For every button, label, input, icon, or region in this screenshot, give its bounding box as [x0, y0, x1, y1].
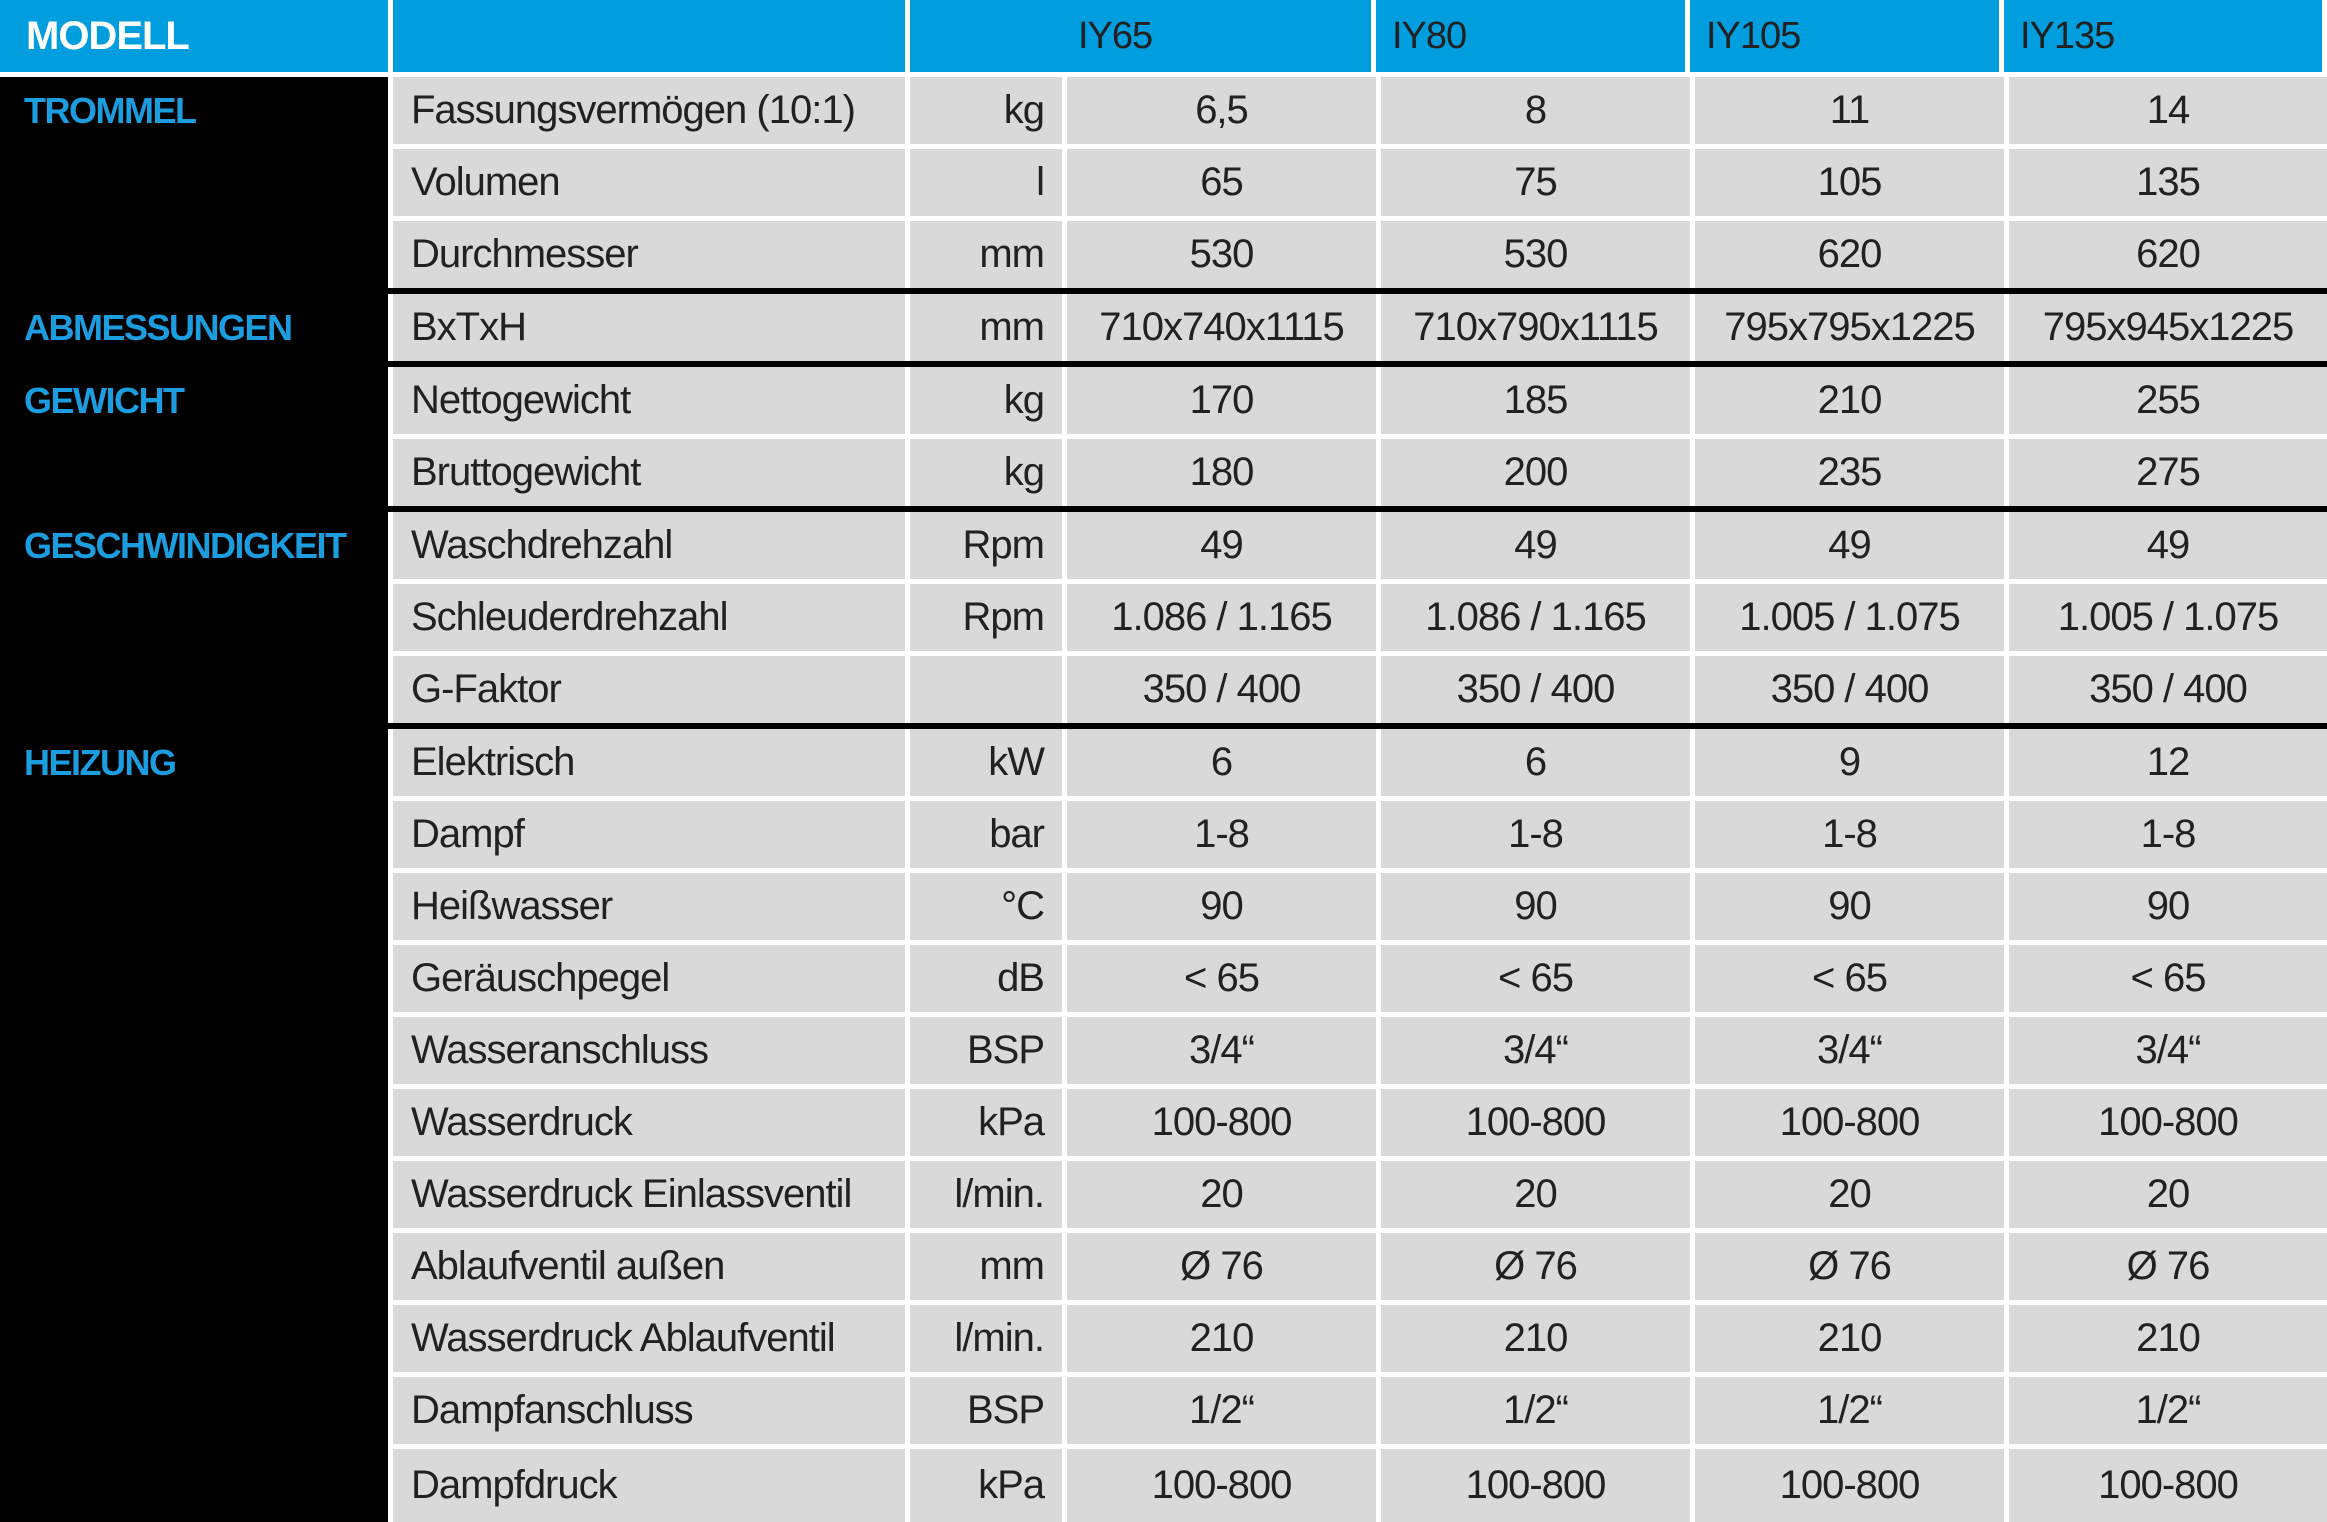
value-cell: 11 — [1695, 77, 2004, 144]
value-cell: 1-8 — [1067, 801, 1376, 868]
value-cell: Ø 76 — [1695, 1233, 2004, 1300]
table-header-row — [0, 0, 2327, 72]
value-cell: 105 — [1695, 149, 2004, 216]
value-cell: 1-8 — [2009, 801, 2327, 868]
value-cell: 530 — [1381, 221, 1690, 288]
unit-cell: BSP — [910, 1377, 1062, 1444]
header-cell-model — [2004, 0, 2322, 72]
model-name-label: IY65 — [1078, 14, 1153, 57]
value-cell: 795x795x1225 — [1695, 294, 2004, 361]
header-cell-spacer-label — [393, 0, 905, 72]
value-cell: 350 / 400 — [2009, 656, 2327, 723]
value-cell: 100-800 — [1067, 1449, 1376, 1522]
spec-row — [0, 1089, 2327, 1156]
value-cell: 20 — [1067, 1161, 1376, 1228]
value-cell: 1.086 / 1.165 — [1067, 584, 1376, 651]
value-cell: 100-800 — [1067, 1089, 1376, 1156]
unit-cell: kPa — [910, 1449, 1062, 1522]
unit-cell: bar — [910, 801, 1062, 868]
unit-cell — [910, 656, 1062, 723]
value-cell: 1/2“ — [1067, 1377, 1376, 1444]
spec-label-cell: Wasseranschluss — [393, 1017, 905, 1084]
value-cell: 350 / 400 — [1695, 656, 2004, 723]
value-cell: 255 — [2009, 367, 2327, 434]
spec-row — [0, 584, 2327, 651]
spec-row — [0, 656, 2327, 723]
value-cell: 100-800 — [2009, 1089, 2327, 1156]
spec-label-cell: Dampf — [393, 801, 905, 868]
value-cell: 710x740x1115 — [1067, 294, 1376, 361]
value-cell: Ø 76 — [2009, 1233, 2327, 1300]
section-label-cell — [0, 1017, 388, 1084]
spec-label-cell: Dampfanschluss — [393, 1377, 905, 1444]
value-cell: 90 — [2009, 873, 2327, 940]
value-cell: 1/2“ — [2009, 1377, 2327, 1444]
spec-label-cell: Dampfdruck — [393, 1449, 905, 1522]
value-cell: < 65 — [1067, 945, 1376, 1012]
model-name-label: IY80 — [1392, 14, 1467, 57]
value-cell: 135 — [2009, 149, 2327, 216]
section-label-cell — [0, 584, 388, 651]
spec-label-cell: Geräuschpegel — [393, 945, 905, 1012]
value-cell: 90 — [1381, 873, 1690, 940]
value-cell: 350 / 400 — [1381, 656, 1690, 723]
header-cell-model-label — [0, 0, 388, 72]
unit-cell: kg — [910, 77, 1062, 144]
value-cell: 530 — [1067, 221, 1376, 288]
section-label-cell — [0, 1233, 388, 1300]
spec-row — [0, 149, 2327, 216]
value-cell: 200 — [1381, 439, 1690, 506]
value-cell: 8 — [1381, 77, 1690, 144]
section-label-cell — [0, 512, 388, 579]
model-name-label: IY105 — [1706, 14, 1801, 57]
value-cell: 210 — [1695, 367, 2004, 434]
value-cell: 100-800 — [1695, 1089, 2004, 1156]
value-cell: 20 — [1695, 1161, 2004, 1228]
header-cell-model — [1376, 0, 1685, 72]
model-name-label: IY135 — [2020, 14, 2115, 57]
value-cell: 1.086 / 1.165 — [1381, 584, 1690, 651]
value-cell: 9 — [1695, 729, 2004, 796]
spec-row — [0, 439, 2327, 506]
unit-cell: kPa — [910, 1089, 1062, 1156]
spec-label-cell: Elektrisch — [393, 729, 905, 796]
spec-row — [0, 1377, 2327, 1444]
unit-cell: l — [910, 149, 1062, 216]
value-cell: 620 — [1695, 221, 2004, 288]
spec-label-cell: Nettogewicht — [393, 367, 905, 434]
spec-label-cell: Wasserdruck Einlassventil — [393, 1161, 905, 1228]
value-cell: 185 — [1381, 367, 1690, 434]
spec-row — [0, 873, 2327, 940]
section-label-cell — [0, 439, 388, 506]
spec-label-cell: Volumen — [393, 149, 905, 216]
value-cell: 1-8 — [1695, 801, 2004, 868]
spec-row — [0, 221, 2327, 288]
section-label: TROMMEL — [24, 89, 196, 131]
header-cell-model — [1690, 0, 1999, 72]
value-cell: 100-800 — [1695, 1449, 2004, 1522]
spec-label-cell: Wasserdruck — [393, 1089, 905, 1156]
value-cell: 3/4“ — [2009, 1017, 2327, 1084]
value-cell: 49 — [2009, 512, 2327, 579]
section-label: GEWICHT — [24, 379, 184, 421]
value-cell: 49 — [1067, 512, 1376, 579]
value-cell: 6 — [1067, 729, 1376, 796]
section-label-cell — [0, 77, 388, 144]
section-label-cell — [0, 1305, 388, 1372]
unit-cell: kW — [910, 729, 1062, 796]
unit-cell: BSP — [910, 1017, 1062, 1084]
value-cell: 180 — [1067, 439, 1376, 506]
spec-label-cell: BxTxH — [393, 294, 905, 361]
value-cell: 12 — [2009, 729, 2327, 796]
value-cell: 1.005 / 1.075 — [2009, 584, 2327, 651]
value-cell: 235 — [1695, 439, 2004, 506]
section-label-cell — [0, 367, 388, 434]
spec-label-cell: Waschdrehzahl — [393, 512, 905, 579]
spec-row — [0, 1233, 2327, 1300]
unit-cell: l/min. — [910, 1305, 1062, 1372]
value-cell: 620 — [2009, 221, 2327, 288]
value-cell: 100-800 — [1381, 1449, 1690, 1522]
unit-cell: mm — [910, 294, 1062, 361]
unit-cell: mm — [910, 221, 1062, 288]
value-cell: < 65 — [1381, 945, 1690, 1012]
value-cell: 3/4“ — [1067, 1017, 1376, 1084]
unit-cell: Rpm — [910, 512, 1062, 579]
value-cell: 1/2“ — [1381, 1377, 1690, 1444]
value-cell: 3/4“ — [1695, 1017, 2004, 1084]
value-cell: 6,5 — [1067, 77, 1376, 144]
section-label-cell — [0, 729, 388, 796]
unit-cell: kg — [910, 367, 1062, 434]
value-cell: 6 — [1381, 729, 1690, 796]
value-cell: 3/4“ — [1381, 1017, 1690, 1084]
section-label: GESCHWINDIGKEIT — [24, 524, 346, 566]
value-cell: Ø 76 — [1381, 1233, 1690, 1300]
value-cell: 795x945x1225 — [2009, 294, 2327, 361]
value-cell: 100-800 — [2009, 1449, 2327, 1522]
value-cell: 75 — [1381, 149, 1690, 216]
spec-row — [0, 77, 2327, 144]
spec-label-cell: Schleuderdrehzahl — [393, 584, 905, 651]
value-cell: 275 — [2009, 439, 2327, 506]
value-cell: 20 — [1381, 1161, 1690, 1228]
value-cell: 350 / 400 — [1067, 656, 1376, 723]
value-cell: < 65 — [2009, 945, 2327, 1012]
section-label: ABMESSUNGEN — [24, 306, 292, 348]
modell-label: MODELL — [26, 13, 189, 58]
value-cell: 210 — [1695, 1305, 2004, 1372]
value-cell: 1.005 / 1.075 — [1695, 584, 2004, 651]
spec-label-cell: Wasserdruck Ablaufventil — [393, 1305, 905, 1372]
value-cell: Ø 76 — [1067, 1233, 1376, 1300]
spec-row — [0, 512, 2327, 579]
value-cell: 14 — [2009, 77, 2327, 144]
spec-label-cell: Durchmesser — [393, 221, 905, 288]
value-cell: < 65 — [1695, 945, 2004, 1012]
unit-cell: dB — [910, 945, 1062, 1012]
value-cell: 1-8 — [1381, 801, 1690, 868]
section-label-cell — [0, 149, 388, 216]
spec-row — [0, 1017, 2327, 1084]
unit-cell: Rpm — [910, 584, 1062, 651]
spec-row — [0, 945, 2327, 1012]
spec-row — [0, 1449, 2327, 1522]
section-label-cell — [0, 294, 388, 361]
unit-cell: °C — [910, 873, 1062, 940]
section-label: HEIZUNG — [24, 741, 176, 783]
section-label-cell — [0, 801, 388, 868]
value-cell: 210 — [2009, 1305, 2327, 1372]
unit-cell: kg — [910, 439, 1062, 506]
value-cell: 1/2“ — [1695, 1377, 2004, 1444]
section-label-cell — [0, 656, 388, 723]
spec-label-cell: Bruttogewicht — [393, 439, 905, 506]
value-cell: 49 — [1695, 512, 2004, 579]
spec-row — [0, 294, 2327, 361]
section-label-cell — [0, 1161, 388, 1228]
unit-cell: mm — [910, 1233, 1062, 1300]
spec-label-cell: Fassungsvermögen (10:1) — [393, 77, 905, 144]
spec-row — [0, 729, 2327, 796]
spec-row — [0, 367, 2327, 434]
value-cell: 210 — [1381, 1305, 1690, 1372]
spec-label-cell: Heißwasser — [393, 873, 905, 940]
header-cell-model — [1062, 0, 1371, 72]
value-cell: 90 — [1695, 873, 2004, 940]
unit-cell: l/min. — [910, 1161, 1062, 1228]
value-cell: 100-800 — [1381, 1089, 1690, 1156]
spec-row — [0, 1161, 2327, 1228]
value-cell: 710x790x1115 — [1381, 294, 1690, 361]
section-label-cell — [0, 1449, 388, 1522]
table-body — [0, 77, 2327, 1522]
value-cell: 210 — [1067, 1305, 1376, 1372]
section-label-cell — [0, 221, 388, 288]
spec-label-cell: Ablaufventil außen — [393, 1233, 905, 1300]
spec-row — [0, 801, 2327, 868]
section-label-cell — [0, 873, 388, 940]
value-cell: 170 — [1067, 367, 1376, 434]
value-cell: 20 — [2009, 1161, 2327, 1228]
spec-row — [0, 1305, 2327, 1372]
section-label-cell — [0, 1377, 388, 1444]
header-cell-spacer-unit — [910, 0, 1062, 72]
value-cell: 90 — [1067, 873, 1376, 940]
spec-label-cell: G-Faktor — [393, 656, 905, 723]
section-label-cell — [0, 945, 388, 1012]
section-label-cell — [0, 1089, 388, 1156]
value-cell: 49 — [1381, 512, 1690, 579]
value-cell: 65 — [1067, 149, 1376, 216]
